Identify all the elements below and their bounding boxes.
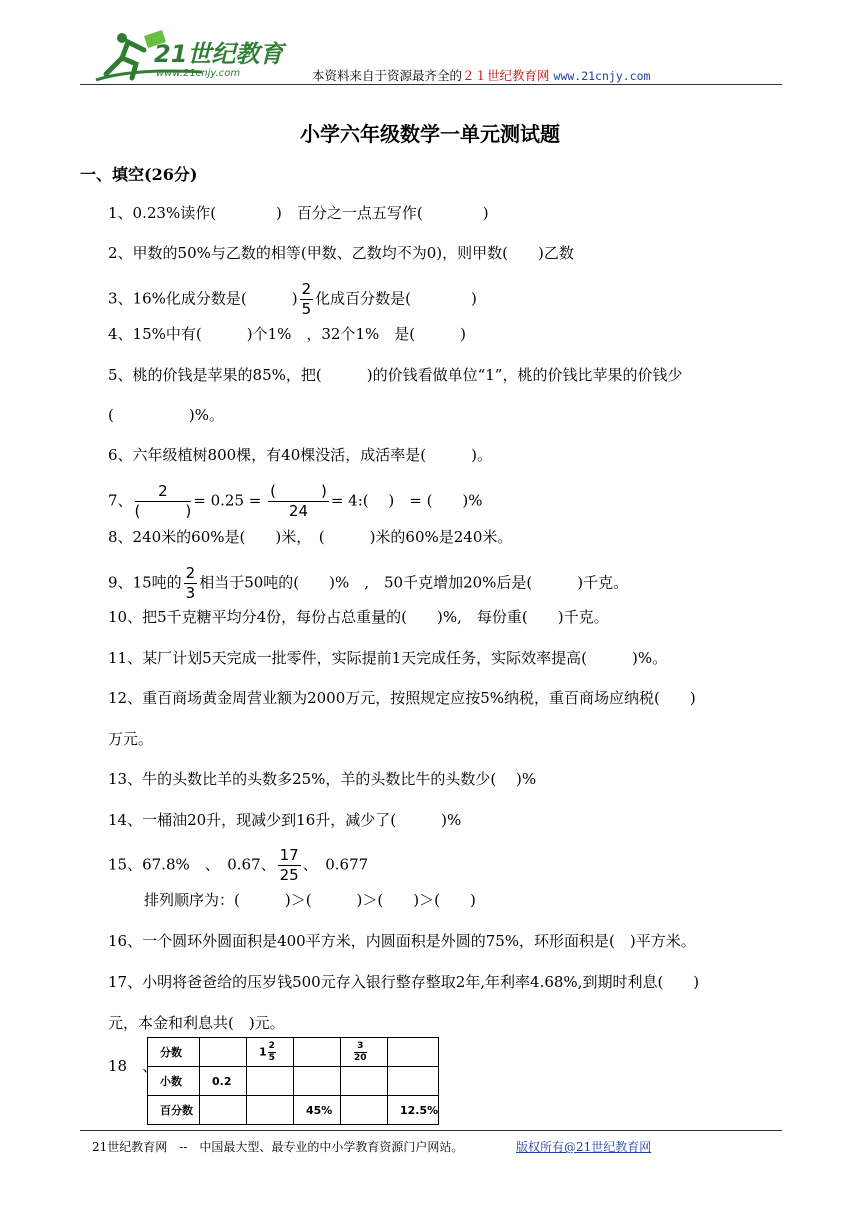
question-13: 13、牛的头数比羊的头数多25%，羊的头数比牛的头数少( )% — [108, 770, 537, 788]
footer-text: 21世纪教育网 -- 中国最大型、最专业的中小学教育资源门户网站。 — [92, 1140, 464, 1154]
table-row — [148, 1096, 439, 1125]
question-3-part-b: 化成百分数是( ) — [315, 289, 477, 308]
question-2: 2、甲数的50%与乙数的相等(甲数、乙数均不为0)，则甲数( )乙数 — [108, 244, 574, 262]
fraction-denominator: 25 — [279, 866, 299, 884]
row-head-percent: 百分数 — [148, 1096, 200, 1125]
fraction-denominator: 5 — [301, 300, 312, 318]
footer-divider — [80, 1130, 782, 1131]
question-10: 10、把5千克糖平均分4份，每份占总重量的( )%, 每份重( )千克。 — [108, 608, 609, 626]
fraction-denominator: 5 — [268, 1052, 275, 1063]
table-cell — [247, 1096, 294, 1125]
table-cell — [341, 1038, 388, 1067]
question-14: 14、一桶油20升，现减少到16升，减少了( )% — [108, 811, 462, 829]
question-15-part-a: 15、67.8% 、 0.67、 — [108, 855, 276, 874]
table-row — [148, 1067, 439, 1096]
table-cell — [341, 1067, 388, 1096]
table-row — [148, 1038, 439, 1067]
fraction — [268, 484, 329, 519]
fraction — [278, 848, 301, 883]
table-cell — [294, 1038, 341, 1067]
copyright-link[interactable]: 版权所有@21世纪教育网 — [516, 1140, 652, 1154]
row-head-decimal: 小数 — [148, 1067, 200, 1096]
question-18-label: 18 、 — [108, 1057, 158, 1075]
section-heading: 一、填空(26分) — [80, 165, 198, 184]
table-cell: 45% — [294, 1096, 341, 1125]
question-3 — [108, 282, 477, 317]
fraction — [184, 566, 198, 601]
fraction — [300, 282, 314, 317]
question-6: 6、六年级植树800棵，有40棵没活，成活率是( )。 — [108, 446, 492, 464]
table-cell — [388, 1067, 439, 1096]
table-cell — [388, 1038, 439, 1067]
fraction-numerator: ( ) — [270, 482, 327, 500]
question-15-part-b: 、 0.677 — [302, 855, 369, 874]
fraction-denominator: 3 — [185, 584, 196, 602]
fraction — [354, 1042, 367, 1063]
fraction — [268, 1042, 276, 1063]
conversion-table — [147, 1037, 439, 1125]
fraction — [135, 484, 192, 519]
question-12-line-2: 万元。 — [108, 730, 154, 748]
question-17-line-1: 17、小明将爸爸给的压岁钱500元存入银行整存整取2年,年利率4.68%,到期时利息( ) — [108, 973, 700, 991]
question-9 — [108, 566, 628, 601]
table-cell: 12.5% — [388, 1096, 439, 1125]
table-cell — [341, 1096, 388, 1125]
header-notice — [312, 66, 650, 84]
question-16: 16、一个圆环外圆面积是400平方米，内圆面积是外圆的75%，环形面积是( )平方米。 — [108, 932, 696, 950]
table-cell — [247, 1067, 294, 1096]
fraction-denominator: 24 — [288, 502, 309, 520]
question-9-part-a: 9、15吨的 — [108, 573, 182, 592]
fraction-numerator: 17 — [279, 846, 299, 864]
header-brand: ２１世纪教育网 — [462, 68, 550, 83]
mixed-whole: 1 — [259, 1045, 267, 1058]
fraction-denominator: 20 — [354, 1052, 367, 1063]
question-7-part-c: = 4:( ) = ( )% — [330, 491, 483, 510]
table-cell — [200, 1038, 247, 1067]
question-11: 11、某厂计划5天完成一批零件，实际提前1天完成任务，实际效率提高( )%。 — [108, 649, 668, 667]
fraction-numerator: 2 — [301, 280, 312, 298]
question-8: 8、240米的60%是( )米， ( )米的60%是240米。 — [108, 528, 513, 546]
question-15-ordering: 排列顺序为：( )＞( )＞( )＞( ) — [144, 891, 476, 909]
question-3-part-a: 3、16%化成分数是( ) — [108, 289, 298, 308]
svg-text:21世纪教育: 21世纪教育 — [154, 40, 284, 68]
question-4: 4、15%中有( )个1% ，32个1% 是( ) — [108, 325, 466, 343]
site-logo — [92, 28, 292, 84]
fraction-numerator: 3 — [354, 1042, 367, 1053]
table-cell — [294, 1067, 341, 1096]
question-5-line-2: ( )%。 — [108, 406, 224, 424]
question-5-line-1: 5、桃的价钱是苹果的85%，把( )的价钱看做单位“1”，桃的价钱比苹果的价钱少 — [108, 366, 683, 384]
runner-logo-icon — [92, 28, 292, 84]
svg-text:www.21cnjy.com: www.21cnjy.com — [156, 68, 241, 79]
question-12-line-1: 12、重百商场黄金周营业额为2000万元，按照规定应按5%纳税，重百商场应纳税( ) — [108, 689, 696, 707]
question-17-line-2: 元，本金和利息共( )元。 — [108, 1014, 285, 1032]
table-cell — [200, 1096, 247, 1125]
header-url-link[interactable]: www.21cnjy.com — [553, 69, 651, 83]
question-15 — [108, 848, 368, 883]
question-1: 1、0.23%读作( ) 百分之一点五写作( ) — [108, 204, 489, 222]
page-title: 小学六年级数学一单元测试题 — [300, 122, 560, 146]
question-7-part-b: = 0.25 = — [193, 491, 267, 510]
question-9-part-b: 相当于50吨的( )% , 50千克增加20%后是( )千克。 — [199, 573, 629, 592]
question-7-part-a: 7、 — [108, 491, 133, 510]
fraction-numerator: 2 — [135, 484, 192, 502]
fraction-denominator: ( ) — [134, 502, 192, 520]
question-7 — [108, 484, 483, 519]
fraction-numerator: 2 — [185, 564, 196, 582]
header-notice-prefix: 本资料来自于资源最齐全的 — [312, 68, 463, 83]
row-head-fraction: 分数 — [148, 1038, 200, 1067]
fraction-numerator: 2 — [268, 1040, 275, 1051]
table-cell — [247, 1038, 294, 1067]
table-cell: 0.2 — [200, 1067, 247, 1096]
header-divider — [80, 84, 782, 85]
